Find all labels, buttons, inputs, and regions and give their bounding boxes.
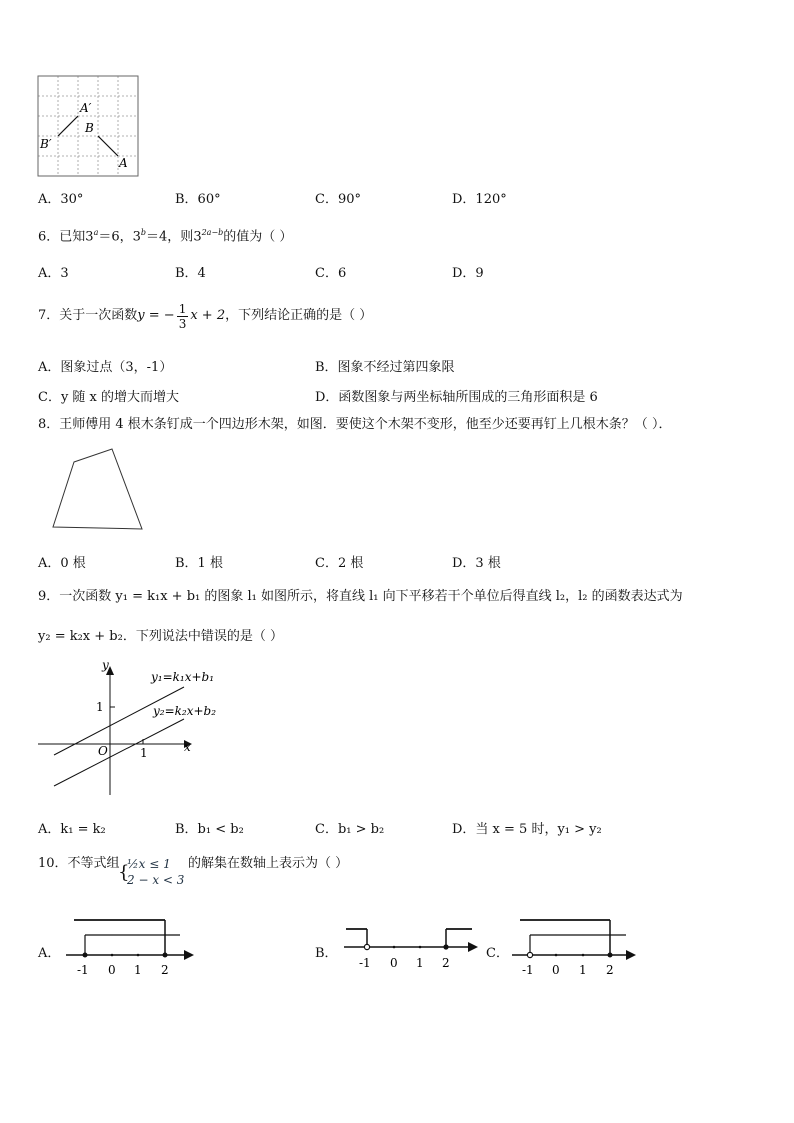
q10-brace: { (118, 862, 130, 883)
q6-option-c[interactable]: C．6 (315, 266, 347, 281)
svg-text:-1: -1 (359, 956, 371, 970)
q7-option-a[interactable]: A．图象过点（3，-1） (38, 360, 173, 375)
line2-label: y₂=k₂x+b₂ (153, 704, 217, 718)
q10-option-a-letter[interactable]: A． (38, 946, 61, 961)
q9-option-d[interactable]: D．当 x = 5 时，y₁ > y₂ (452, 822, 602, 837)
rotation-grid-figure (36, 74, 140, 178)
graph-x-axis-label: x (184, 740, 191, 754)
q5-option-b[interactable]: B．60° (175, 192, 221, 207)
q6-stem: 6．已知$3^a=6$，$3^b=4$，则$3^{2a-b}$的值为（ ） (38, 228, 293, 245)
svg-text:1: 1 (134, 963, 142, 977)
q10-option-c-letter[interactable]: C． (486, 946, 509, 961)
q9-stem-line2: y₂ = k₂x + b₂．下列说法中错误的是（ ） (38, 629, 283, 644)
quadrilateral-frame-figure (48, 444, 148, 534)
q10-option-b-letter[interactable]: B． (315, 946, 338, 961)
label-b-prime: B′ (40, 137, 52, 151)
svg-text:0: 0 (108, 963, 116, 977)
linear-functions-graph (34, 655, 234, 800)
q10-stem-prefix: 10．不等式组 (38, 856, 120, 871)
q8-option-a[interactable]: A．0 根 (38, 556, 86, 571)
q5-option-d[interactable]: D．120° (452, 192, 507, 207)
q6-option-a[interactable]: A．3 (38, 266, 69, 281)
svg-text:-1: -1 (77, 963, 89, 977)
q8-stem: 8．王师傅用 4 根木条钉成一个四边形木架，如图．要使这个木架不变形，他至少还要再钉上几根木条？（ ）． (38, 417, 672, 432)
label-a: A (119, 156, 128, 170)
q10-system: ½x ≤ 1 2 − x < 3 (127, 857, 185, 887)
q8-option-c[interactable]: C．2 根 (315, 556, 364, 571)
q9-option-c[interactable]: C．b₁ > b₂ (315, 822, 385, 837)
q9-stem-line1: 9．一次函数 y₁ = k₁x + b₁ 的图象 l₁ 如图所示，将直线 l₁ 向下平移若干个单位后得直线 l₂，l₂ 的函数表达式为 (38, 589, 683, 604)
q8-option-d[interactable]: D．3 根 (452, 556, 501, 571)
q7-option-b[interactable]: B．图象不经过第四象限 (315, 360, 455, 375)
line1-label: y₁=k₁x+b₁ (151, 670, 215, 684)
svg-text:2: 2 (161, 963, 169, 977)
svg-text:0: 0 (390, 956, 398, 970)
svg-text:1: 1 (579, 963, 587, 977)
q7-fraction: $\frac{1}{3}$ (178, 301, 187, 331)
graph-tick-y-1: 1 (96, 700, 104, 714)
q7-option-d[interactable]: D．函数图象与两坐标轴所围成的三角形面积是 6 (315, 390, 598, 405)
q8-option-b[interactable]: B．1 根 (175, 556, 223, 571)
svg-text:-1: -1 (522, 963, 534, 977)
q10-option-b-numberline[interactable] (338, 912, 488, 982)
label-a-prime: A′ (80, 101, 92, 115)
graph-y-axis-label: y (102, 658, 109, 672)
graph-tick-x-1: 1 (140, 746, 148, 760)
q5-option-c[interactable]: C．90° (315, 192, 361, 207)
q5-option-a[interactable]: A．30° (38, 192, 84, 207)
q9-option-a[interactable]: A．k₁ = k₂ (38, 822, 106, 837)
q10-option-a-numberline[interactable] (60, 912, 200, 982)
q7-stem: 7．关于一次函数 y = − $\frac{1}{3}$ x + 2 ，下列结论正确的是（ ） (38, 301, 373, 331)
q10-option-c-numberline[interactable] (506, 912, 646, 982)
svg-text:0: 0 (552, 963, 560, 977)
label-b: B (85, 121, 94, 135)
q9-option-b[interactable]: B．b₁ < b₂ (175, 822, 244, 837)
q7-option-c[interactable]: C．y 随 x 的增大而增大 (38, 390, 180, 405)
q6-option-d[interactable]: D．9 (452, 266, 484, 281)
graph-origin-label: O (98, 744, 108, 758)
svg-text:1: 1 (416, 956, 424, 970)
svg-text:2: 2 (606, 963, 614, 977)
svg-text:2: 2 (442, 956, 450, 970)
q6-option-b[interactable]: B．4 (175, 266, 206, 281)
q10-stem-suffix: 的解集在数轴上表示为（ ） (188, 856, 349, 871)
